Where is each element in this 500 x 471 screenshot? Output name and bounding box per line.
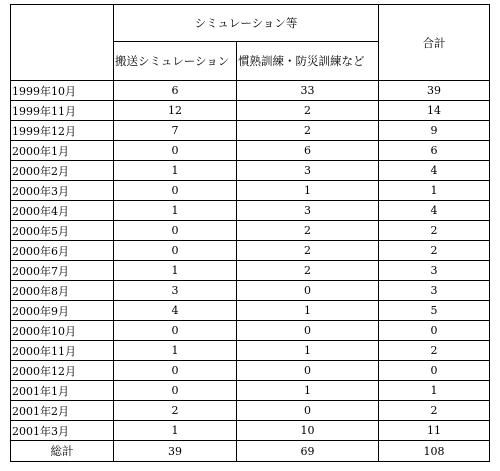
total-cell: 2 [379, 341, 490, 361]
transport-sim-cell: 0 [114, 381, 237, 401]
period-cell: 1999年11月 [11, 101, 114, 121]
training-cell: 0 [237, 281, 379, 301]
period-cell: 1999年10月 [11, 81, 114, 101]
transport-sim-cell: 1 [114, 341, 237, 361]
total-cell: 4 [379, 201, 490, 221]
period-cell: 2000年5月 [11, 221, 114, 241]
group-header-simulation: シミュレーション等 [114, 5, 379, 42]
transport-sim-cell: 1 [114, 201, 237, 221]
training-cell: 2 [237, 221, 379, 241]
transport-sim-cell: 0 [114, 141, 237, 161]
header-total: 合計 [379, 5, 490, 81]
total-cell: 3 [379, 281, 490, 301]
transport-sim-cell: 12 [114, 101, 237, 121]
total-cell: 3 [379, 261, 490, 281]
transport-sim-cell: 7 [114, 121, 237, 141]
table-row [11, 401, 490, 421]
header-training-drills: 慣熟訓練・防災訓練など [237, 42, 379, 81]
total-cell: 0 [379, 361, 490, 381]
total-cell: 2 [379, 401, 490, 421]
training-cell: 0 [237, 321, 379, 341]
training-cell: 0 [237, 401, 379, 421]
grand-total-transport-sim: 39 [114, 441, 237, 462]
table-row [11, 201, 490, 221]
total-cell: 39 [379, 81, 490, 101]
transport-sim-cell: 2 [114, 401, 237, 421]
table-row [11, 261, 490, 281]
table-row [11, 101, 490, 121]
training-cell: 33 [237, 81, 379, 101]
total-cell: 11 [379, 421, 490, 441]
transport-sim-cell: 0 [114, 361, 237, 381]
training-cell: 1 [237, 341, 379, 361]
period-cell: 2001年2月 [11, 401, 114, 421]
total-cell: 14 [379, 101, 490, 121]
header-row-group [11, 5, 490, 42]
total-cell: 9 [379, 121, 490, 141]
transport-sim-cell: 0 [114, 321, 237, 341]
training-cell: 2 [237, 101, 379, 121]
table-row [11, 121, 490, 141]
training-cell: 0 [237, 361, 379, 381]
monthly-simulation-table-container [10, 4, 490, 462]
transport-sim-cell: 1 [114, 161, 237, 181]
table-row [11, 181, 490, 201]
period-cell: 2000年9月 [11, 301, 114, 321]
period-cell: 2000年3月 [11, 181, 114, 201]
header-transport-simulation: 搬送シミュレーション [114, 42, 237, 81]
period-cell: 2000年8月 [11, 281, 114, 301]
training-cell: 6 [237, 141, 379, 161]
training-cell: 3 [237, 201, 379, 221]
table-row [11, 81, 490, 101]
period-cell: 2000年1月 [11, 141, 114, 161]
period-cell: 2000年7月 [11, 261, 114, 281]
monthly-simulation-table [10, 4, 490, 462]
training-cell: 2 [237, 241, 379, 261]
table-row [11, 161, 490, 181]
table-row [11, 341, 490, 361]
grand-total-training: 69 [237, 441, 379, 462]
grand-total-label: 総計 [11, 441, 114, 462]
period-cell: 2000年4月 [11, 201, 114, 221]
training-cell: 3 [237, 161, 379, 181]
period-cell: 2000年10月 [11, 321, 114, 341]
period-cell: 2001年1月 [11, 381, 114, 401]
total-cell: 6 [379, 141, 490, 161]
period-cell: 1999年12月 [11, 121, 114, 141]
transport-sim-cell: 1 [114, 261, 237, 281]
total-cell: 1 [379, 381, 490, 401]
table-row [11, 381, 490, 401]
training-cell: 2 [237, 121, 379, 141]
training-cell: 1 [237, 381, 379, 401]
header-corner-cell [11, 5, 114, 81]
training-cell: 2 [237, 261, 379, 281]
period-cell: 2000年12月 [11, 361, 114, 381]
table-row [11, 421, 490, 441]
total-cell: 2 [379, 241, 490, 261]
grand-total-total: 108 [379, 441, 490, 462]
transport-sim-cell: 4 [114, 301, 237, 321]
transport-sim-cell: 1 [114, 421, 237, 441]
period-cell: 2000年6月 [11, 241, 114, 261]
table-row [11, 281, 490, 301]
transport-sim-cell: 0 [114, 241, 237, 261]
transport-sim-cell: 3 [114, 281, 237, 301]
table-row [11, 361, 490, 381]
table-row [11, 141, 490, 161]
table-row [11, 221, 490, 241]
training-cell: 1 [237, 181, 379, 201]
total-cell: 0 [379, 321, 490, 341]
total-cell: 4 [379, 161, 490, 181]
table-row [11, 321, 490, 341]
transport-sim-cell: 6 [114, 81, 237, 101]
transport-sim-cell: 0 [114, 221, 237, 241]
grand-total-row [11, 441, 490, 462]
table-row [11, 241, 490, 261]
total-cell: 1 [379, 181, 490, 201]
training-cell: 10 [237, 421, 379, 441]
transport-sim-cell: 0 [114, 181, 237, 201]
training-cell: 1 [237, 301, 379, 321]
total-cell: 5 [379, 301, 490, 321]
total-cell: 2 [379, 221, 490, 241]
table-row [11, 301, 490, 321]
period-cell: 2001年3月 [11, 421, 114, 441]
period-cell: 2000年2月 [11, 161, 114, 181]
period-cell: 2000年11月 [11, 341, 114, 361]
